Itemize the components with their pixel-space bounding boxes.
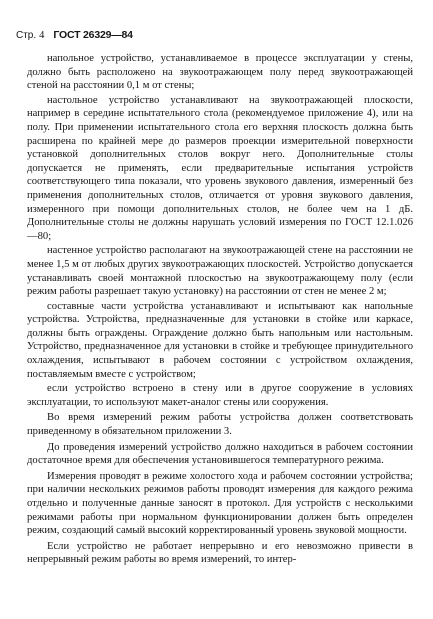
page-number: 4: [39, 30, 45, 41]
paragraph-built-in-device: если устройство встроено в стену или в другое сооружение в условиях эксплуатации, то используют макет-аналог стены или сооружения.: [27, 383, 413, 408]
paragraph-tabletop-device: настольное устройство устанавливают на звукоотражающей плоскости, например в середине испытательного стола (рекомендуемое приложение 4), или на полу. При применении испытательного стола его верхняя плоскость должна быть расширена по крайней мере до размеров проекции измерительной поверхности установкой дополнительных столов вокруг него. Дополнительные столы допускается не применять, если предварительные испытания устройств соответствующего типа показали, что уровень звукового давления, измеренный без применения дополнительных столов, отличается от уровня звукового давления, измеренного при помощи дополнительных столов, не более чем на 1 дБ. Дополнительные столы не должны нарушать условий измерения по ГОСТ 12.1.026—80;: [27, 94, 413, 242]
standard-designation: ГОСТ 26329—84: [53, 29, 133, 41]
paragraph-measurement-modes: Измерения проводят в режиме холостого хода и рабочем состоянии устройства; при наличии нескольких режимов работы проводят измерения для каждого режима отдельно и полученные данные заносят в протокол. Для устройств с несколькими режимами работы при нормальном функционировании должен быть определен режим, создающий самый высокий корректированный уровень звуковой мощности.: [27, 470, 413, 537]
paragraph-component-parts: составные части устройства устанавливают и испытывают как напольные устройства. Устройства, предназначенные для установки в стойке или каркасе, должны быть ограждены. Ограждение должно быть напольным или настольным. Устройство, предназначенное для установки в стойке и требующее принудительного охлаждения, испытывают в рабочем состоянии с устройством охлаждения, поставляемым вместе с устройством;: [27, 300, 413, 380]
paragraph-intermittent-operation: Если устройство не работает непрерывно и его невозможно привести в непрерывный режим работы во время измерений, то интер-: [27, 540, 413, 566]
page-header: [16, 29, 133, 42]
page-label: Стр.: [16, 30, 37, 41]
paragraph-operating-mode: Во время измерений режим работы устройства должен соответствовать приведенному в обязательном приложении 3.: [27, 412, 413, 438]
paragraph-wall-device: настенное устройство располагают на звукоотражающей стене на расстоянии не менее 1,5 м от любых других звукоотражающих плоскостей. Устройство допускается устанавливать своей монтажной плоскостью на звукоотражающему полу (если режим работы разрешает такую установку) на расстоянии от стен не менее 2 м;: [27, 245, 413, 298]
body-text: [27, 52, 413, 567]
paragraph-floor-device: напольное устройство, устанавливаемое в процессе эксплуатации у стены, должно быть расположено на звукоотражающем полу перед звукоотражающей стеной на расстоянии 0,1 м от стены;: [27, 53, 413, 92]
paragraph-warmup: До проведения измерений устройство должно находиться в рабочем состоянии достаточное время для обеспечения установившегося температурного режима.: [27, 441, 413, 467]
